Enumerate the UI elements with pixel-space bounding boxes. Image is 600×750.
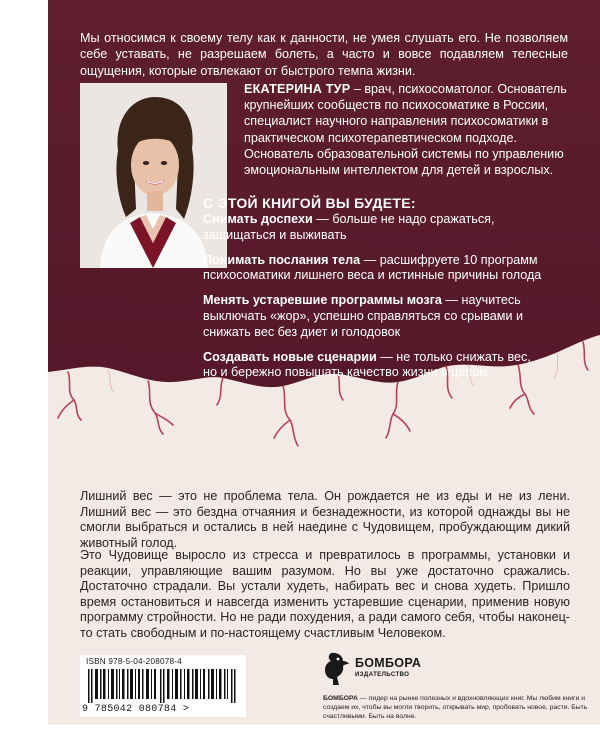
benefit-lead: Понимать послания тела: [203, 252, 361, 267]
benefit-item: [203, 350, 543, 382]
author-name: ЕКАТЕРИНА ТУР: [244, 82, 351, 96]
body-paragraph-1: Лишний вес — это не проблема тела. Он рождается не из еды и не из лени. Лишний вес — это бездна отчаяния и безнадежности, из которой однажды вы не смогли выбраться и остались в ней наедине с Чудовищем, пробуждающим дикий животный голод.: [80, 489, 570, 550]
body-paragraph-2: Это Чудовище выросло из стресса и превратилось в программы, установки и реакции, управляющие вашим разумом. Но вы уже достаточно сражались. Достаточно страдали. Вы устали худеть, набирать вес и снова худеть. Пришло время остановиться и навсегда изменить устаревшие сценарии, применив новую программу стройности. Но не ради похудения, а ради самого себя, чтобы наконец-то стать свободным и по-настоящему счастливым Человеком.: [80, 548, 570, 640]
book-back-cover: [48, 0, 600, 725]
publisher-description: [323, 694, 593, 721]
benefit-text: — расшифруете 10 программ психосоматики лишнего веса и истинные причины голода: [203, 252, 542, 283]
benefit-text: — научитесь выключать «жор», успешно справляться со срывами и снижать вес без диет и голодовок: [203, 293, 524, 339]
intro-paragraph: Мы относимся к своему телу как к данности, не умея слушать его. Не позволяем себе уставать, не разрешаем болеть, а часто и вовсе подавляем телесные ощущения, которые отвлекают от быстрого темпа жизни.: [80, 31, 568, 78]
benefit-text: — не только снижать вес, но и бережно повышать качество жизни в целом: [203, 349, 531, 380]
author-bio-text: – врач, психосоматолог. Основатель крупнейших сообществ по психосоматике в России, специалист научного направления психосоматики в практическом психотерапевтическом подходе. Основатель образовательной системы по управлению эмоциональным интеллектом для детей и взрослых.: [244, 82, 567, 178]
benefit-text: — больше не надо сражаться, защищаться и выживать: [203, 212, 495, 242]
benefit-lead: Снимать доспехи: [203, 212, 313, 226]
barcode-digits: 9 785042 080784 >: [82, 704, 190, 715]
isbn-number: ISBN 978-5-04-208078-4: [86, 657, 182, 666]
publisher-logo: [323, 647, 443, 691]
publisher-tagline: — лидер на рынке полезных и вдохновляющих книг. Мы любим книги и создаем их, чтобы вы могли творить, открывать мир, пробовать новое, расти. Быть счастливыми. Быть на волне.: [323, 695, 588, 720]
benefit-item: [203, 212, 543, 244]
isbn-barcode: [80, 655, 246, 717]
barcode-bars: [88, 669, 240, 703]
benefit-lead: Менять устаревшие программы мозга: [203, 293, 442, 308]
publisher-name: БОМБОРА: [323, 695, 358, 702]
benefits-heading: С ЭТОЙ КНИГОЙ ВЫ БУДЕТЕ:: [203, 195, 416, 211]
publisher-logo-word: БОМБОРА: [355, 656, 422, 670]
benefits-list: [203, 212, 543, 390]
benefit-item: [203, 293, 543, 340]
bombora-bird-icon: [323, 651, 351, 687]
benefit-lead: Создавать новые сценарии: [203, 349, 377, 364]
publisher-logo-subtitle: ИЗДАТЕЛЬСТВО: [355, 671, 410, 678]
benefit-item: [203, 253, 543, 285]
author-bio: [244, 81, 569, 178]
